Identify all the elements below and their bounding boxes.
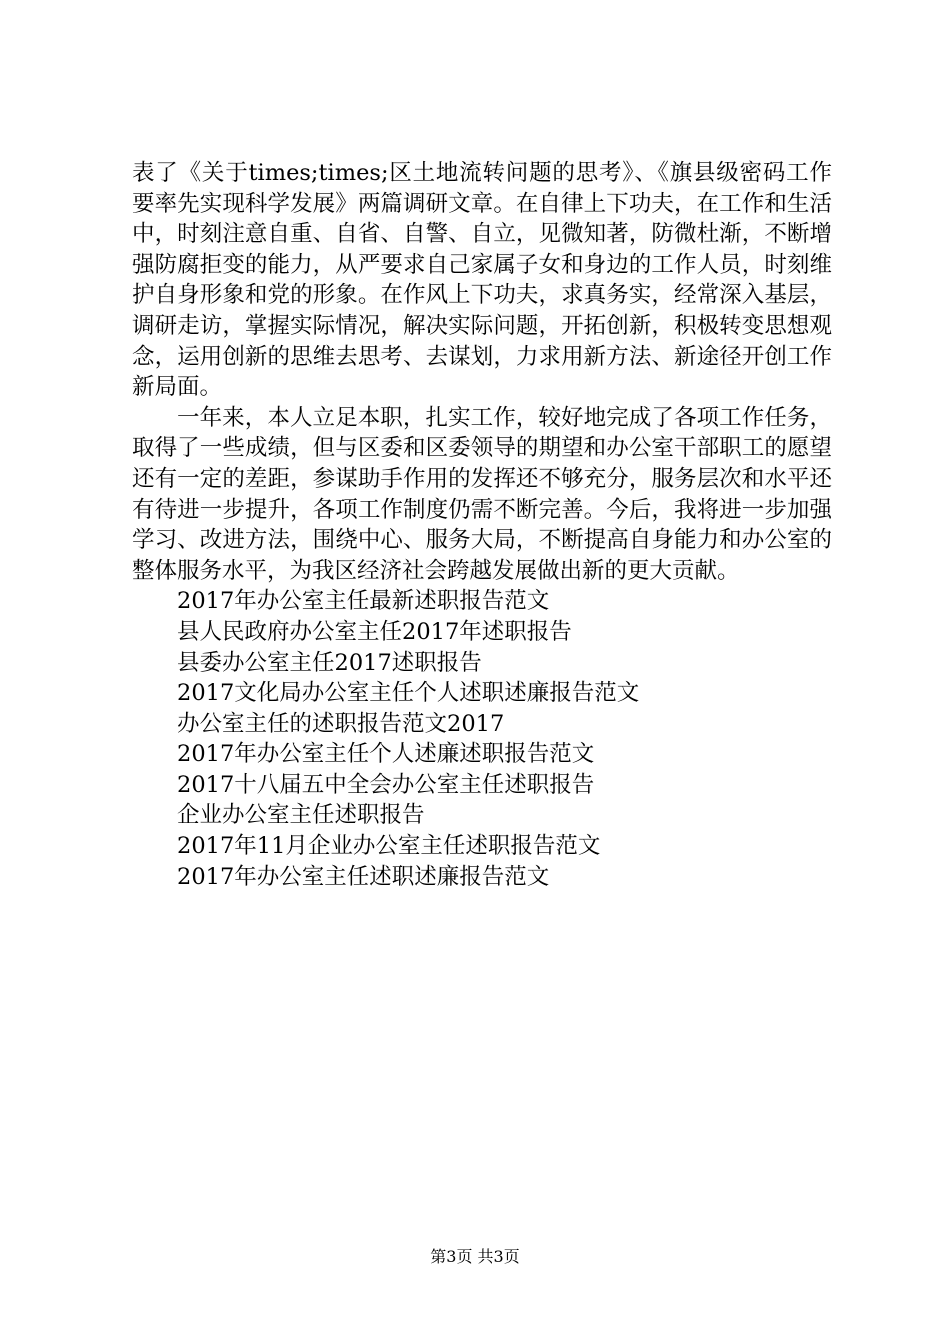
related-title[interactable]: 2017十八届五中全会办公室主任述职报告	[177, 771, 595, 798]
related-title[interactable]: 2017年11月企业办公室主任述职报告范文	[177, 833, 601, 860]
related-title[interactable]: 2017文化局办公室主任个人述职述廉报告范文	[177, 680, 640, 707]
page-number-footer: 第3页 共3页	[430, 1247, 520, 1266]
related-title[interactable]: 2017年办公室主任最新述职报告范文	[177, 588, 550, 615]
related-titles-list	[132, 586, 832, 892]
related-title[interactable]: 县委办公室主任2017述职报告	[177, 649, 482, 676]
related-title[interactable]: 2017年办公室主任个人述廉述职报告范文	[177, 741, 595, 768]
body-paragraph: 表了《关于times;times;区土地流转问题的思考》、《旗县级密码工作要率先实现科学发展》两篇调研文章。在自律上下功夫，在工作和生活中，时刻注意自重、自省、自警、自立，见微知著，防微杜渐，不断增强防腐拒变的能力，从严要求自己家属子女和身边的工作人员，时刻维护自身形象和党的形象。在作风上下功夫，求真务实，经常深入基层，调研走访，掌握实际情况，解决实际问题，开拓创新，积极转变思想观念，运用创新的思维去思考、去谋划，力求用新方法、新途径开创工作新局面。	[132, 160, 832, 401]
related-title[interactable]: 县人民政府办公室主任2017年述职报告	[177, 618, 572, 645]
related-title[interactable]: 企业办公室主任述职报告	[177, 802, 425, 829]
document-body	[132, 158, 832, 892]
body-paragraph: 一年来，本人立足本职，扎实工作，较好地完成了各项工作任务，取得了一些成绩，但与区委和区委领导的期望和办公室干部职工的愿望还有一定的差距，参谋助手作用的发挥还不够充分，服务层次和水平还有待进一步提升，各项工作制度仍需不断完善。今后，我将进一步加强学习、改进方法，围绕中心、服务大局，不断提高自身能力和办公室的整体服务水平，为我区经济社会跨越发展做出新的更大贡献。	[132, 404, 832, 584]
related-title[interactable]: 办公室主任的述职报告范文2017	[177, 710, 505, 737]
related-title[interactable]: 2017年办公室主任述职述廉报告范文	[177, 863, 550, 890]
